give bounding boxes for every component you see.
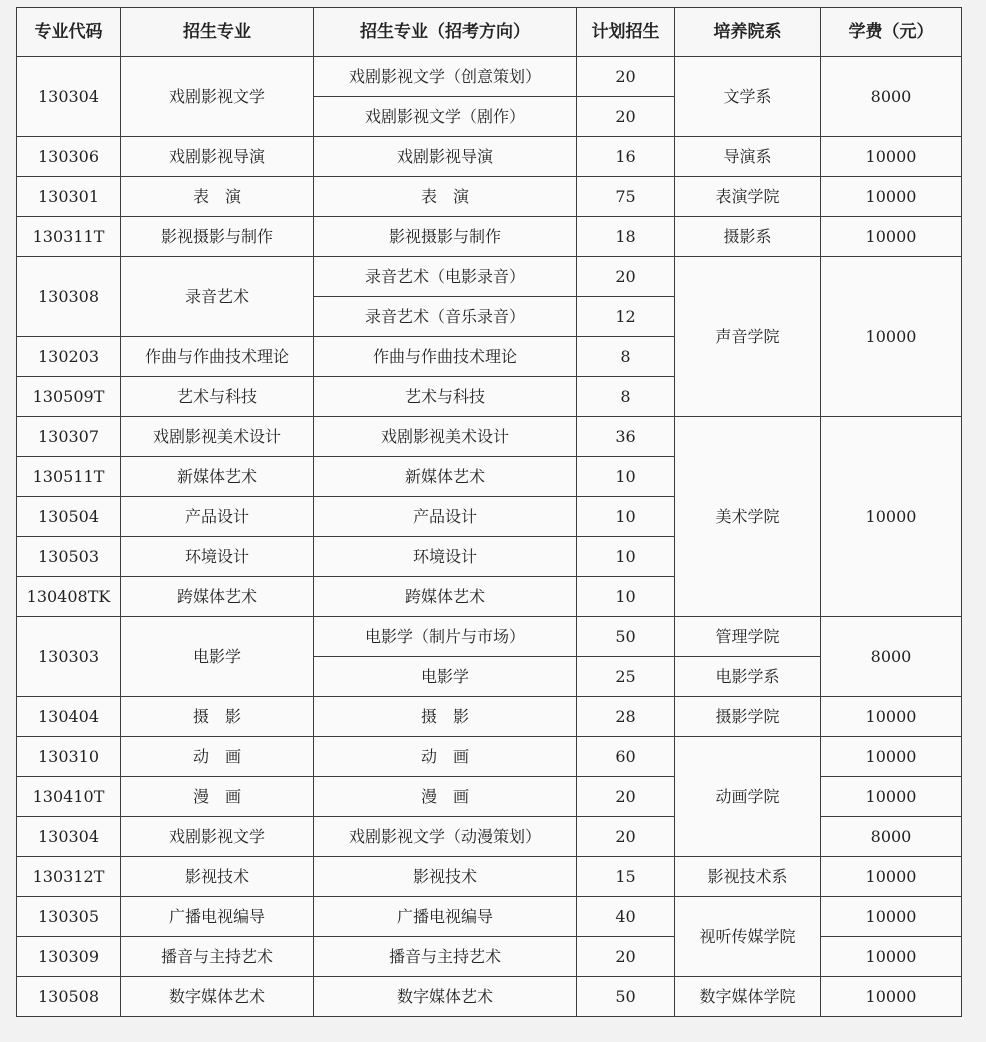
table-cell: 录音艺术（音乐录音） <box>314 297 577 337</box>
table-cell: 播音与主持艺术 <box>314 937 577 977</box>
table-cell: 戏剧影视导演 <box>314 137 577 177</box>
table-cell: 摄影学院 <box>675 697 821 737</box>
table-cell: 130508 <box>17 977 121 1017</box>
table-cell: 8 <box>577 377 675 417</box>
table-cell: 8 <box>577 337 675 377</box>
table-row <box>17 617 962 657</box>
table-row <box>17 57 962 97</box>
table-cell: 数字媒体学院 <box>675 977 821 1017</box>
table-row <box>17 817 962 857</box>
table-cell: 130306 <box>17 137 121 177</box>
table-cell: 10000 <box>821 777 962 817</box>
table-cell: 戏剧影视美术设计 <box>121 417 314 457</box>
table-cell: 环境设计 <box>314 537 577 577</box>
table-cell: 10000 <box>821 217 962 257</box>
table-cell: 130310 <box>17 737 121 777</box>
table-cell: 戏剧影视导演 <box>121 137 314 177</box>
table-row <box>17 777 962 817</box>
table-cell: 漫 画 <box>121 777 314 817</box>
table-cell: 130509T <box>17 377 121 417</box>
table-cell: 影视技术 <box>121 857 314 897</box>
table-cell: 美术学院 <box>675 417 821 617</box>
table-cell: 影视摄影与制作 <box>314 217 577 257</box>
table-cell: 动 画 <box>121 737 314 777</box>
table-cell: 录音艺术（电影录音） <box>314 257 577 297</box>
table-cell: 10000 <box>821 177 962 217</box>
table-cell: 28 <box>577 697 675 737</box>
table-cell: 10000 <box>821 417 962 617</box>
table-cell: 20 <box>577 817 675 857</box>
table-cell: 20 <box>577 57 675 97</box>
table-cell: 广播电视编导 <box>121 897 314 937</box>
table-cell: 数字媒体艺术 <box>314 977 577 1017</box>
table-cell: 8000 <box>821 57 962 137</box>
table-cell: 16 <box>577 137 675 177</box>
table-cell: 播音与主持艺术 <box>121 937 314 977</box>
table-cell: 戏剧影视文学 <box>121 57 314 137</box>
table-cell: 作曲与作曲技术理论 <box>314 337 577 377</box>
table-cell: 10 <box>577 577 675 617</box>
table-cell: 36 <box>577 417 675 457</box>
table-cell: 130307 <box>17 417 121 457</box>
table-cell: 10000 <box>821 937 962 977</box>
table-cell: 戏剧影视文学 <box>121 817 314 857</box>
table-cell: 8000 <box>821 817 962 857</box>
header-major: 招生专业 <box>121 8 314 57</box>
table-row <box>17 257 962 297</box>
table-cell: 作曲与作曲技术理论 <box>121 337 314 377</box>
table-cell: 130303 <box>17 617 121 697</box>
table-cell: 20 <box>577 937 675 977</box>
table-cell: 新媒体艺术 <box>121 457 314 497</box>
header-planned-enrollment: 计划招生 <box>577 8 675 57</box>
table-cell: 表 演 <box>121 177 314 217</box>
table-cell: 文学系 <box>675 57 821 137</box>
table-cell: 环境设计 <box>121 537 314 577</box>
table-cell: 130305 <box>17 897 121 937</box>
table-cell: 130304 <box>17 57 121 137</box>
table-cell: 跨媒体艺术 <box>314 577 577 617</box>
table-cell: 视听传媒学院 <box>675 897 821 977</box>
table-cell: 新媒体艺术 <box>314 457 577 497</box>
table-row <box>17 977 962 1017</box>
table-row <box>17 857 962 897</box>
table-cell: 10000 <box>821 737 962 777</box>
table-row <box>17 897 962 937</box>
table-cell: 产品设计 <box>314 497 577 537</box>
table-cell: 130503 <box>17 537 121 577</box>
table-header-row <box>17 8 962 57</box>
table-cell: 10 <box>577 457 675 497</box>
table-cell: 25 <box>577 657 675 697</box>
table-cell: 50 <box>577 977 675 1017</box>
table-cell: 电影学系 <box>675 657 821 697</box>
table-row <box>17 937 962 977</box>
table-cell: 戏剧影视文学（动漫策划） <box>314 817 577 857</box>
table-cell: 10000 <box>821 857 962 897</box>
header-department: 培养院系 <box>675 8 821 57</box>
table-cell: 130308 <box>17 257 121 337</box>
table-cell: 10000 <box>821 257 962 417</box>
table-cell: 10000 <box>821 897 962 937</box>
table-cell: 动画学院 <box>675 737 821 857</box>
table-cell: 40 <box>577 897 675 937</box>
table-cell: 摄 影 <box>314 697 577 737</box>
table-cell: 130410T <box>17 777 121 817</box>
table-row <box>17 737 962 777</box>
table-cell: 10 <box>577 497 675 537</box>
table-row <box>17 137 962 177</box>
table-cell: 130312T <box>17 857 121 897</box>
table-cell: 电影学（制片与市场） <box>314 617 577 657</box>
table-cell: 影视技术系 <box>675 857 821 897</box>
table-cell: 50 <box>577 617 675 657</box>
table-cell: 戏剧影视文学（创意策划） <box>314 57 577 97</box>
table-cell: 电影学 <box>314 657 577 697</box>
table-row <box>17 417 962 457</box>
table-cell: 戏剧影视文学（剧作） <box>314 97 577 137</box>
table-row <box>17 697 962 737</box>
table-cell: 广播电视编导 <box>314 897 577 937</box>
table-cell: 管理学院 <box>675 617 821 657</box>
table-cell: 10 <box>577 537 675 577</box>
table-cell: 影视摄影与制作 <box>121 217 314 257</box>
table-cell: 录音艺术 <box>121 257 314 337</box>
header-major-code: 专业代码 <box>17 8 121 57</box>
enrollment-table-container <box>16 7 962 1017</box>
header-tuition: 学费（元） <box>821 8 962 57</box>
table-cell: 12 <box>577 297 675 337</box>
table-cell: 数字媒体艺术 <box>121 977 314 1017</box>
table-row <box>17 177 962 217</box>
table-cell: 130309 <box>17 937 121 977</box>
table-body <box>17 57 962 1017</box>
table-cell: 130404 <box>17 697 121 737</box>
table-cell: 动 画 <box>314 737 577 777</box>
table-cell: 60 <box>577 737 675 777</box>
table-cell: 电影学 <box>121 617 314 697</box>
table-cell: 漫 画 <box>314 777 577 817</box>
table-cell: 130504 <box>17 497 121 537</box>
table-cell: 20 <box>577 777 675 817</box>
table-cell: 艺术与科技 <box>121 377 314 417</box>
header-major-direction: 招生专业（招考方向） <box>314 8 577 57</box>
table-cell: 10000 <box>821 977 962 1017</box>
table-cell: 20 <box>577 257 675 297</box>
enrollment-table <box>16 7 962 1017</box>
table-cell: 75 <box>577 177 675 217</box>
table-cell: 艺术与科技 <box>314 377 577 417</box>
table-cell: 10000 <box>821 137 962 177</box>
table-cell: 影视技术 <box>314 857 577 897</box>
table-cell: 跨媒体艺术 <box>121 577 314 617</box>
table-cell: 8000 <box>821 617 962 697</box>
table-cell: 10000 <box>821 697 962 737</box>
table-cell: 产品设计 <box>121 497 314 537</box>
table-cell: 摄影系 <box>675 217 821 257</box>
table-cell: 130311T <box>17 217 121 257</box>
table-cell: 戏剧影视美术设计 <box>314 417 577 457</box>
table-cell: 130203 <box>17 337 121 377</box>
table-cell: 15 <box>577 857 675 897</box>
table-cell: 声音学院 <box>675 257 821 417</box>
table-cell: 18 <box>577 217 675 257</box>
table-cell: 表演学院 <box>675 177 821 217</box>
table-row <box>17 217 962 257</box>
table-cell: 导演系 <box>675 137 821 177</box>
table-cell: 表 演 <box>314 177 577 217</box>
table-cell: 130511T <box>17 457 121 497</box>
table-cell: 130304 <box>17 817 121 857</box>
table-cell: 130301 <box>17 177 121 217</box>
table-cell: 摄 影 <box>121 697 314 737</box>
table-cell: 130408TK <box>17 577 121 617</box>
table-cell: 20 <box>577 97 675 137</box>
